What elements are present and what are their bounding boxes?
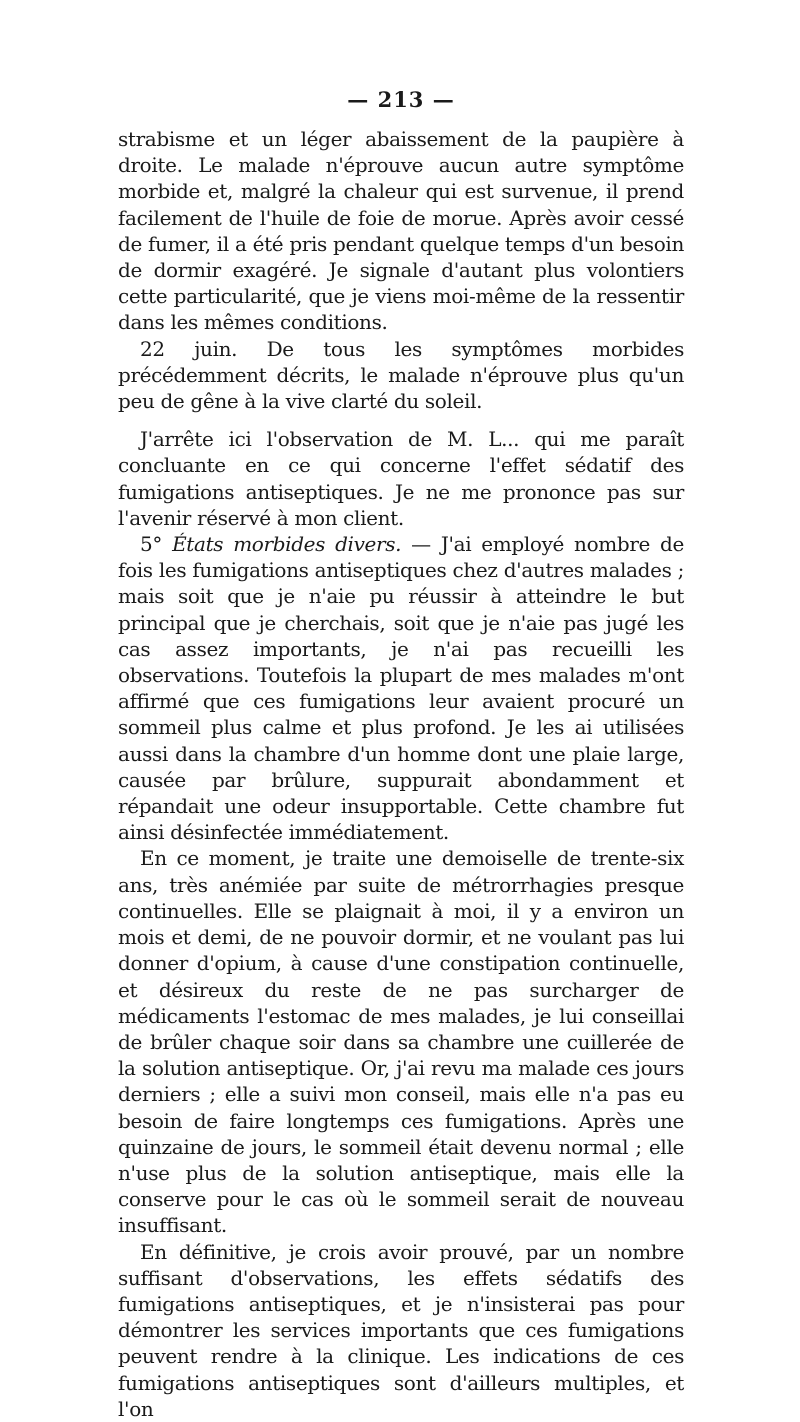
paragraph-en-definitive: En définitive, je crois avoir prouvé, par un nombre suffisant d'observations, les effets sédatifs des fumigations antiseptiques, et je n'insisterai pas pour démontrer les services importants que ces fumigations peuvent rendre à la clinique. Les indications de ces fumigations antiseptiques sont d'ailleurs multiples, et l'on xyxy=(118,1239,684,1421)
section-title: États morbides divers. xyxy=(172,532,402,557)
page-number: — 213 — xyxy=(347,87,455,112)
paragraph-strabisme: strabisme et un léger abaissement de la paupière à droite. Le malade n'éprouve aucun autre symptôme morbide et, malgré la chaleur qui est survenue, il prend facilement de l'huile de foie de morue. Après avoir cessé de fumer, il a été pris pendant quelque temps d'un besoin de dormir exagéré. Je signale d'autant plus volontiers cette particularité, que je viens moi-même de la ressentir dans les mêmes conditions. xyxy=(118,127,684,335)
paragraph-22-juin: 22 juin. De tous les symptômes morbides précédemment décrits, le malade n'éprouve plus qu'un peu de gêne à la vive clarté du soleil. xyxy=(118,336,684,414)
section-number: 5° xyxy=(140,532,163,557)
book-page xyxy=(118,88,684,1422)
paragraph-observation-conclusion: J'arrête ici l'observation de M. L... qui me paraît concluante en ce qui concerne l'effet sédatif des fumigations antiseptiques. Je ne me prononce pas sur l'avenir réservé à mon client. xyxy=(118,427,684,530)
paragraph-etats-morbides xyxy=(118,531,684,845)
section-body: — J'ai employé nombre de fois les fumigations antiseptiques chez d'autres malades ; mais soit que je n'aie pu réussir à atteindre le but principal que je cherchais, soit que je n'aie pas jugé les cas assez importants, je n'ai pas recueilli les observations. Toutefois la plupart de mes malades m'ont affirmé que ces fumigations leur avaient procuré un sommeil plus calme et plus profond. Je les ai utilisées aussi dans la chambre d'un homme dont une plaie large, causée par brûlure, suppurait abondamment et répandait une odeur insupportable. Cette chambre fut ainsi désinfectée immédiatement. xyxy=(118,532,684,845)
paragraph-demoiselle: En ce moment, je traite une demoiselle de trente-six ans, très anémiée par suite de métrorrhagies presque continuelles. Elle se plaignait à moi, il y a environ un mois et demi, de ne pouvoir dormir, et ne voulant pas lui donner d'opium, à cause d'une constipation continuelle, et désireux du reste de ne pas surcharger de médicaments l'estomac de mes malades, je lui conseillai de brûler chaque soir dans sa chambre une cuillerée de la solution antiseptique. Or, j'ai revu ma malade ces jours derniers ; elle a suivi mon conseil, mais elle n'a pas eu besoin de faire longtemps ces fumigations. Après une quinzaine de jours, le sommeil était devenu normal ; elle n'use plus de la solution antiseptique, mais elle la conserve pour le cas où le sommeil serait de nouveau insuffisant. xyxy=(118,846,684,1238)
